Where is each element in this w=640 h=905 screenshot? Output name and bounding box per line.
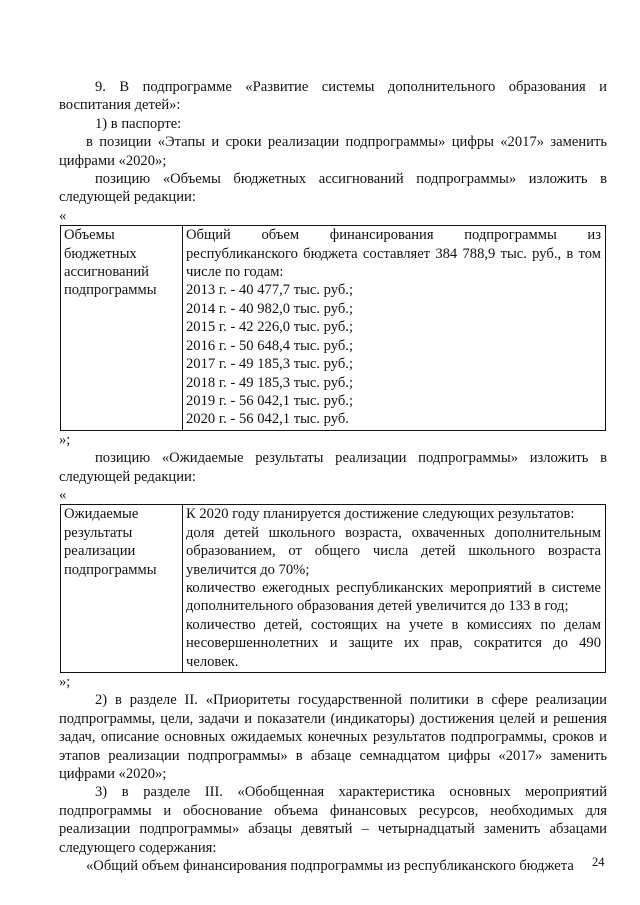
- budget-volumes-content: [183, 226, 606, 430]
- close-quote-2: »;: [59, 674, 71, 690]
- expected-results-label: Ожидаемые результаты реализации подпрограммы: [61, 505, 183, 673]
- budget-year-row: 2019 г. - 56 042,1 тыс. руб.;: [186, 392, 354, 409]
- subitem-3-paragraph: 3) в разделе III. «Обобщенная характеристика основных мероприятий подпрограммы и обоснование объема финансовых ресурсов, необходимых для реализации подпрограммы» абзацы девятый – четырнадцатый заменить абзацами следующего содержания:: [59, 784, 607, 856]
- results-intro-paragraph: позицию «Ожидаемые результаты реализации подпрограммы» изложить в следующей редакции:: [59, 450, 607, 485]
- budget-year-row: 2016 г. - 50 648,4 тыс. руб.;: [186, 337, 354, 354]
- results-line: количество детей, состоящих на учете в комиссиях по делам несовершеннолетних и защите их прав, сократится до 490 человек.: [186, 616, 601, 670]
- budget-year-row: 2013 г. - 40 477,7 тыс. руб.;: [186, 282, 354, 299]
- budget-total-text: Общий объем финансирования подпрограммы из республиканского бюджета составляет 384 788,9 тыс. руб., в том числе по годам:: [186, 227, 601, 281]
- expected-results-table: [60, 504, 606, 673]
- budget-volumes-table: [60, 225, 606, 430]
- results-line: доля детей школьного возраста, охваченных дополнительным образованием, от общего числа детей школьного возраста увеличится до 70%;: [186, 524, 601, 578]
- close-quote-1: »;: [59, 431, 71, 448]
- budget-year-row: 2020 г. - 56 042,1 тыс. руб.: [186, 411, 349, 428]
- item-9-paragraph: 9. В подпрограмме «Развитие системы дополнительного образования и воспитания детей»:: [59, 79, 607, 114]
- results-line: К 2020 году планируется достижение следующих результатов:: [186, 506, 575, 523]
- budget-year-row: 2014 г. - 40 982,0 тыс. руб.;: [186, 300, 354, 317]
- page-number: 24: [592, 855, 605, 869]
- expected-results-content: [183, 505, 606, 673]
- subitem-1-paragraph: 1) в паспорте:: [95, 115, 182, 132]
- volumes-intro-paragraph: позицию «Объемы бюджетных ассигнований подпрограммы» изложить в следующей редакции:: [59, 171, 607, 206]
- budget-year-row: 2017 г. - 49 185,3 тыс. руб.;: [186, 356, 354, 373]
- subitem-2-paragraph: 2) в разделе II. «Приоритеты государственной политики в сфере реализации подпрограммы, цели, задачи и показатели (индикаторы) достижения целей и решения задач, описание основных ожидаемых конечных результатов подпрограммы, сроков и этапов реализации подпрограммы» в абзаце семнадцатом цифры «2017» заменить цифрами «2020»;: [59, 692, 607, 783]
- budget-volumes-label: Объемы бюджетных ассигнований подпрограммы: [61, 226, 183, 430]
- document-page: [59, 78, 607, 875]
- budget-year-row: 2018 г. - 49 185,3 тыс. руб.;: [186, 374, 354, 391]
- open-quote-1: «: [59, 207, 67, 224]
- stages-paragraph: в позиции «Этапы и сроки реализации подпрограммы» цифры «2017» заменить цифрами «2020»;: [59, 134, 607, 169]
- budget-year-row: 2015 г. - 42 226,0 тыс. руб.;: [186, 319, 354, 336]
- last-paragraph: «Общий объем финансирования подпрограммы из республиканского бюджета: [86, 858, 574, 875]
- open-quote-2: «: [59, 486, 67, 503]
- results-line: количество ежегодных республиканских мероприятий в системе дополнительного образования детей увеличится до 133 в год;: [186, 579, 601, 615]
